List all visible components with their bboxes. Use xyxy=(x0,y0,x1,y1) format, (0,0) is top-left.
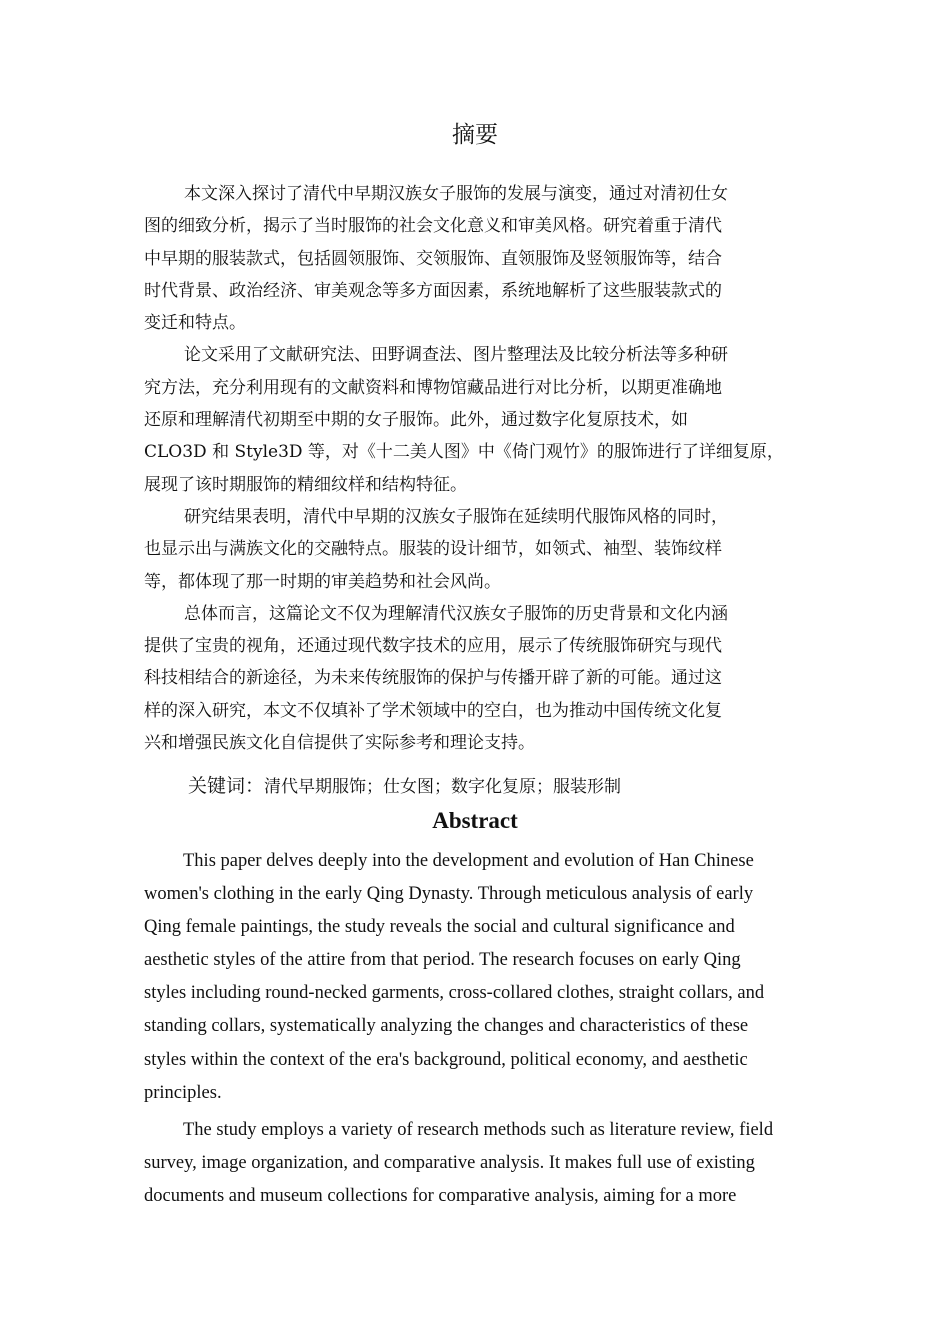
english-paragraph-1: This paper delves deeply into the development and evolution of Han Chinese women's clothing in the early Qing Dynasty. Through meticulous analysis of early Qing female paintings, the study reveals the social and cultural significance and aesthetic styles of the attire from that period. The research focuses on early Qing styles including round-necked garments, cross-collared clothes, straight collars, and standing collars, systematically analyzing the changes and characteristics of these styles within the context of the era's background, political economy, and aesthetic principles. xyxy=(144,851,765,1103)
keywords-line xyxy=(188,770,828,803)
chinese-abstract-title: 摘要 xyxy=(452,122,498,148)
chinese-paragraph-1: 本文深入探讨了清代中早期汉族女子服饰的发展与演变，通过对清初仕女 图的细致分析，揭示了当时服饰的社会文化意义和审美风格。研究着重于清代 中早期的服装款式，包括圆领服饰、交领服饰、直领服饰及竖领服饰等，结合 时代背景、政治经济、审美观念等多方面因素，系统地解析了这些服装款式的 变迁和特点。 xyxy=(144,184,728,334)
english-abstract-body xyxy=(144,845,824,1213)
keywords-label: 关键词： xyxy=(188,775,265,797)
chinese-paragraph-4: 总体而言，这篇论文不仅为理解清代汉族女子服饰的历史背景和文化内涵 提供了宝贵的视角，还通过现代数字技术的应用，展示了传统服饰研究与现代 科技相结合的新途径，为未来传统服饰的保护与传播开辟了新的可能。通过这 样的深入研究，本文不仅填补了学术领域中的空白，也为推动中国传统文化复 兴和增强民族文化自信提供了实际参考和理论支持。 xyxy=(144,603,728,754)
chinese-paragraph-2: 论文采用了文献研究法、田野调查法、图片整理法及比较分析法等多种研 究方法，充分利用现有的文献资料和博物馆藏品进行对比分析，以期更准确地 还原和理解清代初期至中期的女子服饰。此外，通过数字化复原技术，如 CLO3D 和 Style3D 等，对《十二美人图》中《倚门观竹》的服饰进行了详细复原， 展现了该时期服饰的精细纹样和结构特征。 xyxy=(144,345,784,495)
keywords-text: 清代早期服饰；仕女图；数字化复原；服装形制 xyxy=(264,777,622,797)
english-paragraph-2: The study employs a variety of research methods such as literature review, field survey, image organization, and comparative analysis. It makes full use of existing documents and museum collections for comparative analysis, aiming for a more xyxy=(144,1119,774,1206)
chinese-paragraph-3: 研究结果表明，清代中早期的汉族女子服饰在延续明代服饰风格的同时， 也显示出与满族文化的交融特点。服装的设计细节，如领式、袖型、装饰纹样 等，都体现了那一时期的审美趋势和社会风尚。 xyxy=(144,506,728,592)
chinese-abstract-body xyxy=(144,178,824,759)
english-abstract-title: Abstract xyxy=(432,808,518,833)
